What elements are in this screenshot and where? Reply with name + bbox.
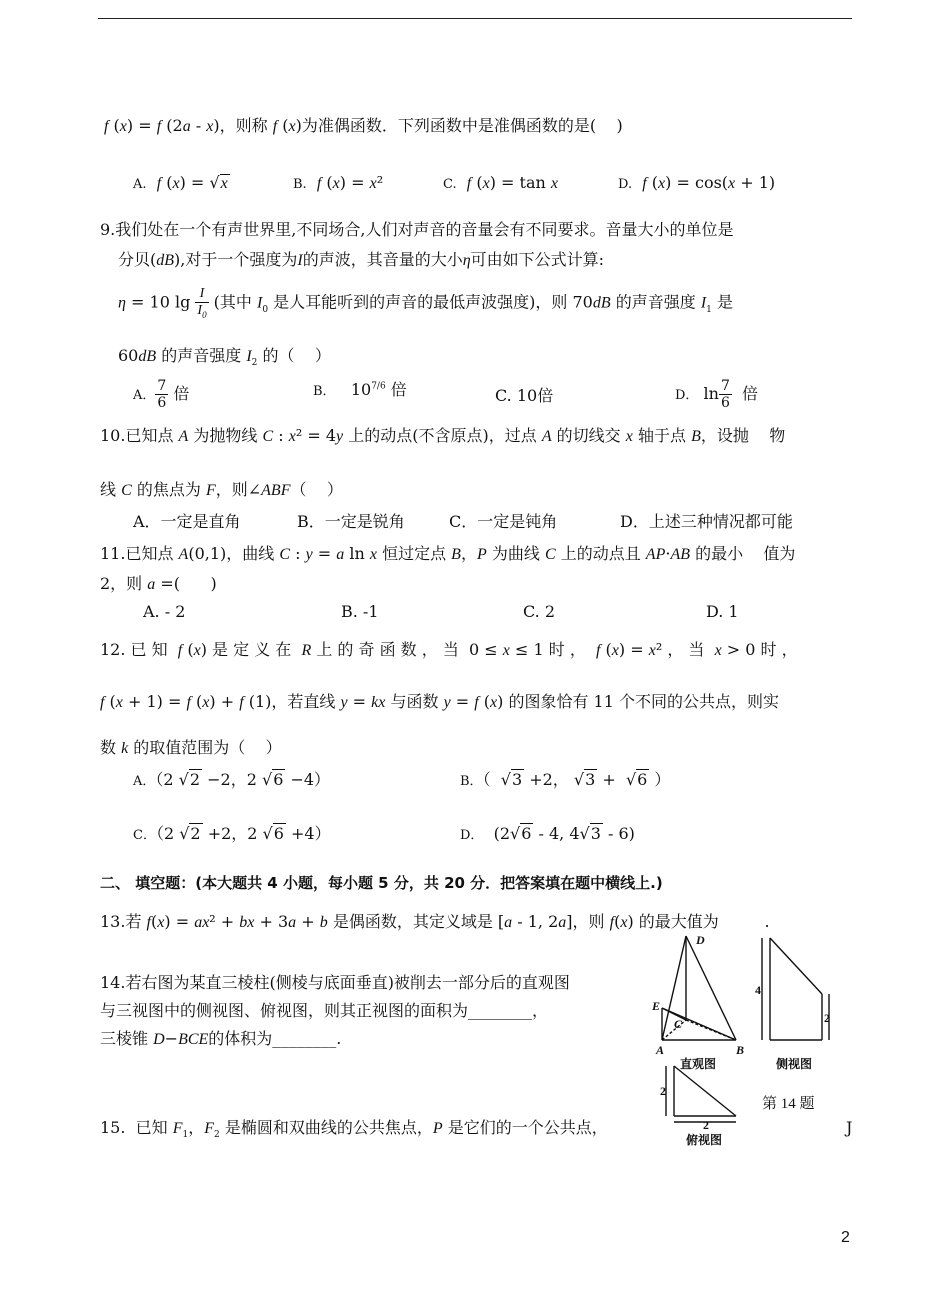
q12-line1: 12. 已 知 f (x) 是 定 义 在 R 上 的 奇 函 数 ， 当 0 ≤ x ≤ 1 时 ， f (x) = x² ， 当 x > 0 时 ， [100, 640, 798, 659]
q12-line3: 数 k 的取值范围为（ ） [100, 738, 282, 757]
q12-option-d: D． (2√6 - 4, 4√3 - 6) [460, 824, 635, 843]
q9-option-a: A． $\frac{7}{6}$ 倍 [133, 378, 190, 412]
q12-option-a: A．（2 √2 −2，2 √6 −4） [133, 770, 331, 789]
q14-line2: 与三视图中的侧视图、俯视图，则其正视图的面积为________， [100, 1001, 549, 1020]
q8-stem: f (x) = f (2a - x)，则称 f (x)为准偶函数．下列函数中是准偶函数的是( ) [104, 116, 623, 135]
q8-option-d: D. f (x) = cos(x + 1) [618, 173, 776, 192]
q9-formula: η = 10 lg $\frac{I}{I_0}$ (其中 $I_0$ 是人耳能听到的声音的最低声波强度)，则 70dB 的声音强度 $I_1$ 是 [118, 286, 733, 320]
caption-direct: 直观图 [680, 1057, 717, 1071]
figure-14 [652, 928, 842, 1150]
dim-side-4: 4 [755, 983, 761, 997]
caption-q14: 第 14 题 [762, 1096, 815, 1112]
q15-cut-char: J [846, 1118, 853, 1137]
q15: 15. 已知 $F_1$，$F_2$ 是椭圆和双曲线的公共焦点，P 是它们的一个公共点， [100, 1118, 608, 1141]
q11-line1: 11.已知点 A(0,1)，曲线 C : y = a ln x 恒过定点 B，P 为曲线 C 上的动点且 AP·AB 的最小 值为 [100, 544, 796, 563]
q9-line2: 分贝(dB),对于一个强度为I的声波，其音量的大小η可由如下公式计算: [118, 250, 605, 269]
q9-option-d: D． ln $\frac{7}{6}$ 倍 [675, 378, 759, 412]
q8-option-c: C. f (x) = tan x [443, 173, 558, 192]
page-number: 2 [841, 1229, 850, 1246]
q14-line3: 三棱锥 D−BCE的体积为________. [100, 1029, 342, 1048]
point-d: D [696, 933, 705, 947]
dim-side-2: 2 [824, 1011, 830, 1025]
dim-top-left-2: 2 [660, 1084, 666, 1098]
q11-option-a: A. - 2 [143, 602, 186, 621]
q11-option-b: B. -1 [341, 602, 379, 621]
q10-line1: 10.已知点 A 为抛物线 C : x² = 4y 上的动点(不含原点)，过点 A 的切线交 x 轴于点 B，设抛 物 [100, 426, 786, 445]
header-rule [98, 18, 852, 19]
q10-option-d: D．上述三种情况都可能 [620, 512, 793, 531]
point-e: E [652, 999, 661, 1013]
q8-option-a: A. f (x) = √x [133, 173, 228, 192]
q12-option-b: B．（ √3 +2， √3 + √6 ） [460, 770, 671, 789]
q14-line1: 14.若右图为某直三棱柱(侧棱与底面垂直)被削去一部分后的直观图 [100, 973, 570, 992]
point-b: B [736, 1043, 745, 1057]
q11-option-c: C. 2 [523, 602, 556, 621]
q10-option-b: B．一定是锐角 [297, 512, 405, 531]
caption-top: 俯视图 [686, 1133, 723, 1147]
q12-option-c: C．（2 √2 +2，2 √6 +4） [133, 824, 331, 843]
q9-option-c: C. 10倍 [495, 386, 554, 405]
q9-line4: 60dB 的声音强度 $I_2$ 的（ ） [118, 346, 331, 369]
q10-option-c: C．一定是钝角 [449, 512, 558, 531]
q9-option-b: B． $10^{7/6}$ 倍 [313, 380, 407, 399]
point-a: A [656, 1043, 665, 1057]
q10-option-a: A．一定是直角 [133, 512, 241, 531]
q8-option-b: B. f (x) = x² [293, 173, 384, 192]
dim-top-bottom-2: 2 [703, 1118, 709, 1132]
section-2-heading: 二、 填空题：(本大题共 4 小题，每小题 5 分，共 20 分．把答案填在题中横线上.) [100, 874, 663, 892]
q11-option-d: D. 1 [706, 602, 739, 621]
q10-line2: 线 C 的焦点为 F，则∠ABF（ ） [100, 480, 343, 499]
q12-line2: f (x + 1) = f (x) + f (1)，若直线 y = kx 与函数 y = f (x) 的图象恰有 11 个不同的公共点，则实 [100, 692, 780, 711]
q9-line1: 9.我们处在一个有声世界里,不同场合,人们对声音的音量会有不同要求。音量大小的单位是 [100, 220, 734, 239]
caption-side: 侧视图 [776, 1057, 813, 1071]
q11-line2: 2，则 a =( ) [100, 574, 217, 593]
q13: 13.若 f(x) = ax² + bx + 3a + b 是偶函数，其定义域是 [a - 1, 2a]，则 f(x) 的最大值为 . [100, 912, 770, 931]
point-c: C [674, 1017, 683, 1031]
